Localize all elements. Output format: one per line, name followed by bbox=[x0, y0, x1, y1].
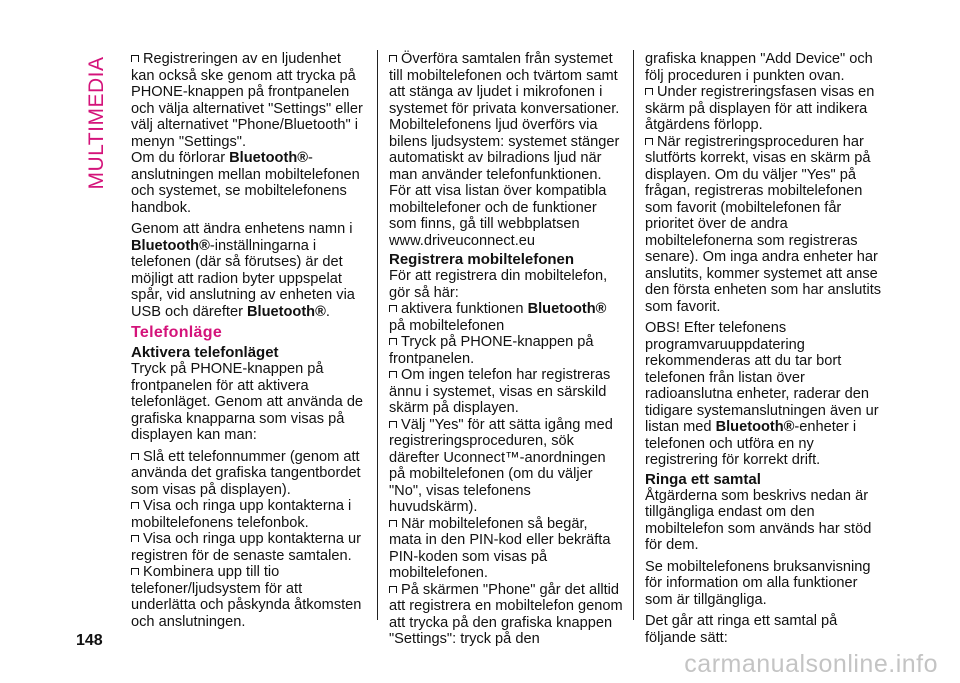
bullet-icon bbox=[131, 55, 139, 62]
bullet-icon bbox=[645, 138, 653, 145]
bullet-item: Under registreringsfasen visas en skärm på displayen för att indikera åtgärdens förlopp. bbox=[645, 84, 875, 133]
column-3 bbox=[645, 51, 883, 646]
bullet-icon bbox=[131, 502, 139, 509]
paragraph: Tryck på PHONE-knappen på frontpanelen för att aktivera telefonläget. Genom att använda de grafiska knapparna som visas på displayen kan man: bbox=[131, 361, 364, 443]
bullet-icon bbox=[389, 520, 397, 527]
watermark: carmanualsonline.info bbox=[684, 650, 938, 678]
bullet-item: Tryck på PHONE-knappen på frontpanelen. bbox=[389, 334, 594, 367]
bullet-item: På skärmen "Phone" går det alltid att registrera en mobiltelefon genom att trycka på den grafiska knappen "Settings": tryck på den bbox=[389, 581, 623, 647]
paragraph: Se mobiltelefonens bruksanvisning för information om alla funktioner som är tillgängliga. bbox=[645, 558, 871, 608]
paragraph: Det går att ringa ett samtal på följande sätt: bbox=[645, 613, 838, 646]
bullet-item: Visa och ringa upp kontakterna ur registren för de senaste samtalen. bbox=[131, 531, 361, 564]
bullet-item: Registreringen av en ljudenhet kan också ske genom att trycka på PHONE-knappen på frontpanelen och välja alternativet "Settings" eller välj alternativet "Phone/Bluetooth" i menyn "Settings". bbox=[131, 51, 363, 150]
column-divider bbox=[377, 50, 378, 620]
bullet-icon bbox=[389, 421, 397, 428]
column-2 bbox=[389, 51, 623, 648]
paragraph: Åtgärderna som beskrivs nedan är tillgängliga endast om den mobiltelefon som används har stöd för dem. bbox=[645, 487, 872, 553]
paragraph: grafiska knappen "Add Device" och följ proceduren i punkten ovan. bbox=[645, 51, 873, 84]
bullet-icon bbox=[645, 88, 653, 95]
page-number: 148 bbox=[76, 632, 103, 649]
subsection-heading: Registrera mobiltelefonen bbox=[389, 251, 575, 268]
paragraph: Mobiltelefonens ljud överförs via bilens ljudsystem: systemet stänger automatiskt av bilradions ljud när man använder telefonfunktionen. För att visa listan över kompatibla mobiltelefoner och de funktioner som finns, gå till webbplatsen www.driveuconnect.eu bbox=[389, 117, 620, 249]
bullet-item: Slå ett telefonnummer (genom att använda det grafiska tangentbordet som visas på displayen). bbox=[131, 448, 361, 498]
bullet-icon bbox=[389, 305, 397, 312]
bullet-icon bbox=[131, 453, 139, 460]
section-title: MULTIMEDIA bbox=[85, 56, 108, 189]
bullet-icon bbox=[131, 535, 139, 542]
bullet-item: Överföra samtalen från systemet till mobiltelefonen och tvärtom samt att stänga av ljudet i mikrofonen i systemet för privata konversationer. bbox=[389, 51, 620, 117]
bullet-icon bbox=[389, 586, 397, 593]
bullet-icon bbox=[389, 55, 397, 62]
column-divider bbox=[633, 50, 634, 620]
bullet-item: Välj "Yes" för att sätta igång med registreringsproceduren, sök därefter Uconnect™-anordningen på mobiltelefonen (om du väljer "No", visas telefonens huvudskärm). bbox=[389, 416, 613, 515]
bullet-item: Kombinera upp till tio telefoner/ljudsystem för att underlätta och påskynda åtkomsten och anslutningen. bbox=[131, 564, 362, 630]
bullet-icon bbox=[131, 568, 139, 575]
paragraph: Genom att ändra enhetens namn i Bluetooth®-inställningarna i telefonen (där så förutses) är det möjligt att radion byter uppspelat spår, vid anslutning av enheten via USB och därefter Bluetooth®. bbox=[131, 221, 355, 320]
paragraph: För att registrera din mobiltelefon, gör så här: bbox=[389, 268, 608, 301]
bullet-item: När registreringsproceduren har slutförts korrekt, visas en skärm på displayen. Om du väljer "Yes" på frågan, registreras mobiltelefonen som favorit (mobiltelefonen får prioritet över de andra mobiltelefonerna som registreras senare). Om inga andra enheter har anslutits, kommer systemet att anse den första enheten som har anslutits som favorit. bbox=[645, 133, 882, 315]
column-1 bbox=[131, 51, 367, 630]
paragraph: Om du förlorar Bluetooth®-anslutningen mellan mobiltelefonen och systemet, se mobiltelefonens handbok. bbox=[131, 150, 360, 216]
section-heading: Telefonläge bbox=[131, 324, 223, 341]
bullet-item: Om ingen telefon har registreras ännu i systemet, visas en särskild skärm på displayen. bbox=[389, 367, 611, 416]
bullet-icon bbox=[389, 338, 397, 345]
subsection-heading: Ringa ett samtal bbox=[645, 470, 761, 488]
bullet-item: När mobiltelefonen så begär, mata in den PIN-kod eller bekräfta PIN-koden som visas på mobiltelefonen. bbox=[389, 515, 611, 581]
bullet-icon bbox=[389, 371, 397, 378]
bullet-item: Visa och ringa upp kontakterna i mobiltelefonens telefonbok. bbox=[131, 498, 352, 531]
bullet-item: aktivera funktionen Bluetooth® på mobiltelefonen bbox=[389, 301, 607, 334]
subsection-heading: Aktivera telefonläget bbox=[131, 344, 279, 361]
paragraph: OBS! Efter telefonens programvaruuppdatering rekommenderas att du tar bort telefonen från listan över radioanslutna enheter, raderar den tidigare systemanslutningen även ur listan med Bluetooth®-enheter i telefonen och utföra en ny registrering för korrekt drift. bbox=[645, 320, 879, 468]
